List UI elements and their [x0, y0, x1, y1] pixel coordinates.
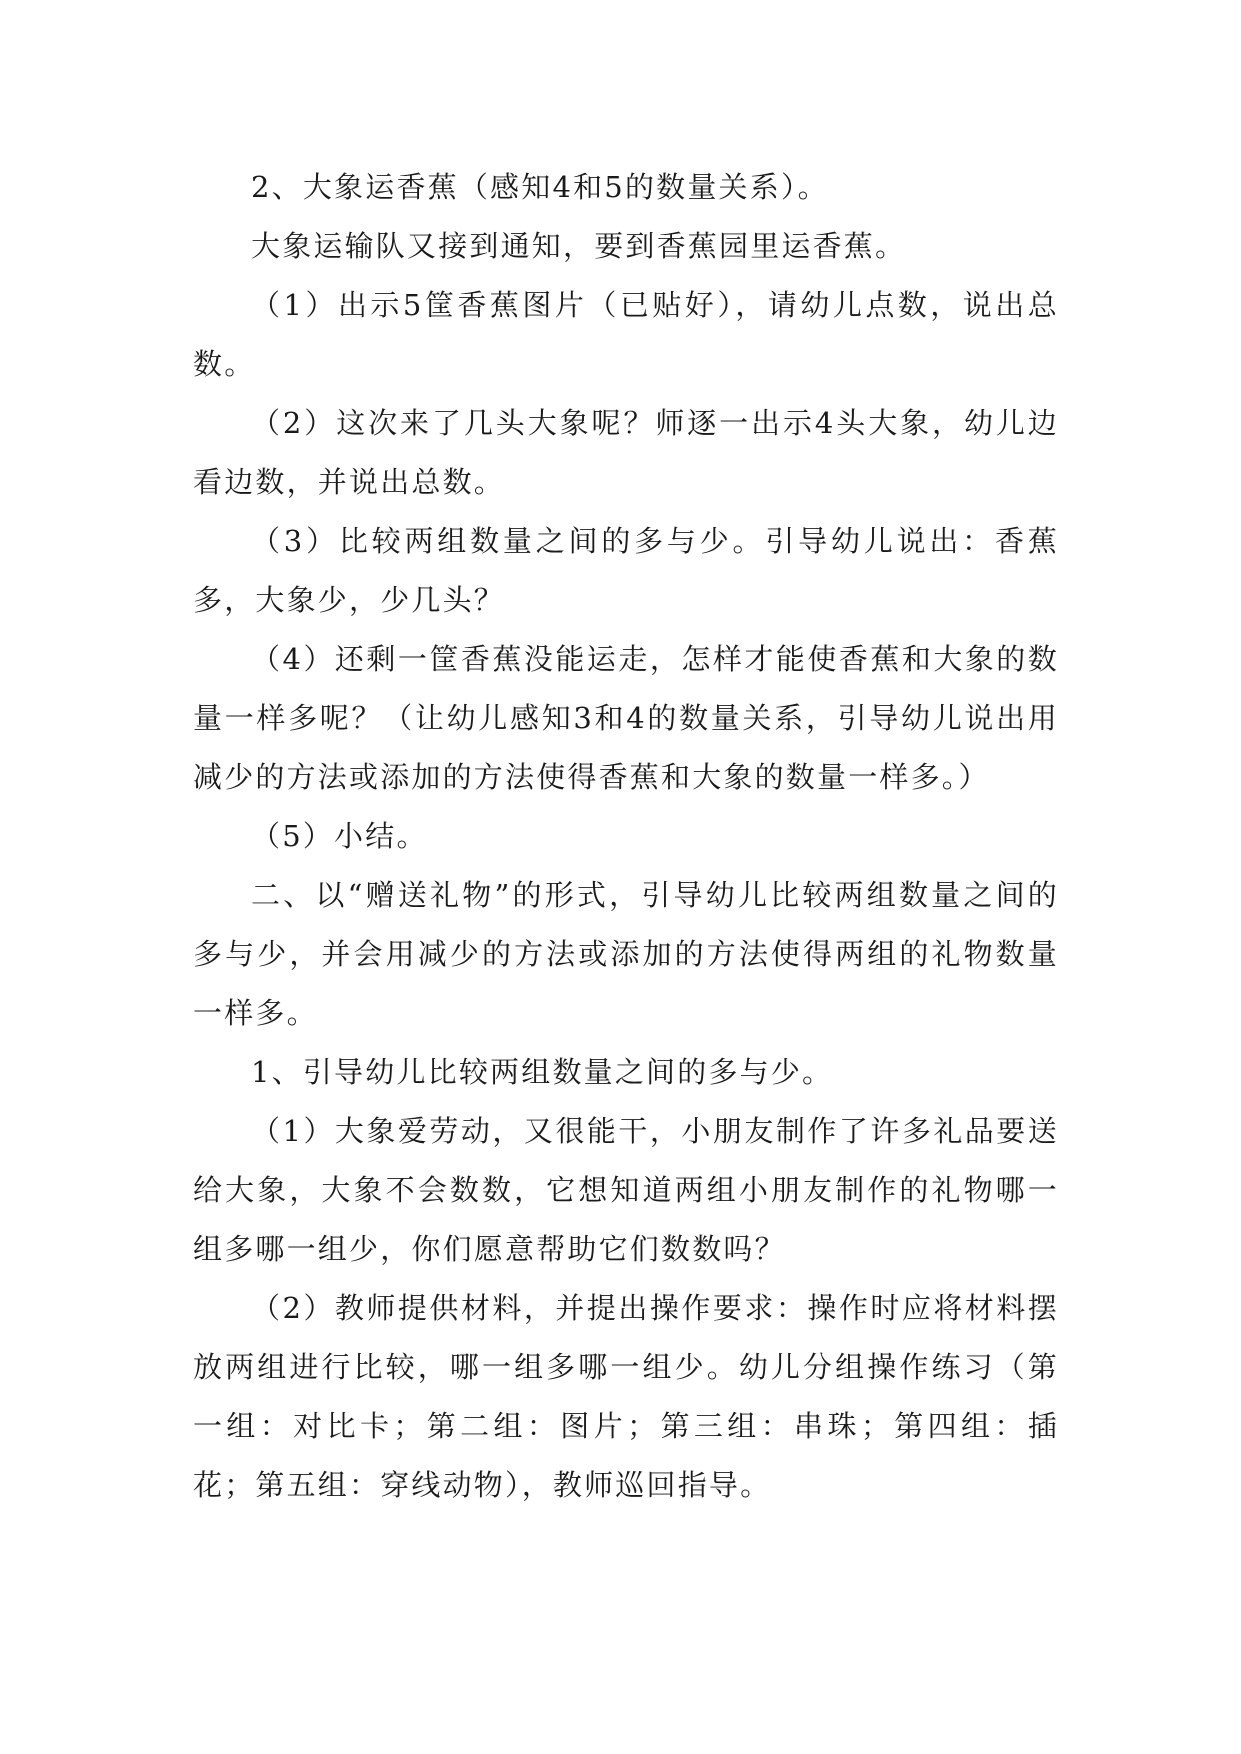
paragraph-section-two-gifts: 二、以“赠送礼物”的形式，引导幼儿比较两组数量之间的多与少，并会用减少的方法或添加的方法使得两组的礼物数量一样多。 [193, 878, 1059, 1030]
paragraph-step-3-compare: （3）比较两组数量之间的多与少。引导幼儿说出：香蕉多，大象少，少几头？ [193, 524, 1059, 617]
paragraph-step-1-bananas: （1）出示5筐香蕉图片（已贴好），请幼儿点数，说出总数。 [193, 288, 1059, 381]
paragraph-step-5-summary: （5）小结。 [251, 819, 428, 853]
paragraph-transport-notice: 大象运输队又接到通知，要到香蕉园里运香蕉。 [251, 229, 907, 263]
document-body [193, 158, 1059, 1515]
paragraph-elephant-banana-heading: 2、大象运香蕉（感知4和5的数量关系）。 [251, 170, 829, 204]
paragraph-subsection-1-compare: 1、引导幼儿比较两组数量之间的多与少。 [251, 1055, 834, 1089]
paragraph-gift-step-1: （1）大象爱劳动，又很能干，小朋友制作了许多礼品要送给大象，大象不会数数，它想知道两组小朋友制作的礼物哪一组多哪一组少，你们愿意帮助它们数数吗？ [193, 1114, 1059, 1266]
paragraph-step-4-equalize: （4）还剩一筐香蕉没能运走，怎样才能使香蕉和大象的数量一样多呢？（让幼儿感知3和4的数量关系，引导幼儿说出用减少的方法或添加的方法使得香蕉和大象的数量一样多。） [193, 642, 1059, 794]
paragraph-step-2-elephants: （2）这次来了几头大象呢？师逐一出示4头大象，幼儿边看边数，并说出总数。 [193, 406, 1059, 499]
paragraph-gift-step-2: （2）教师提供材料，并提出操作要求：操作时应将材料摆放两组进行比较，哪一组多哪一组少。幼儿分组操作练习（第一组：对比卡；第二组：图片；第三组：串珠；第四组：插花；第五组：穿线动物），教师巡回指导。 [193, 1291, 1059, 1502]
